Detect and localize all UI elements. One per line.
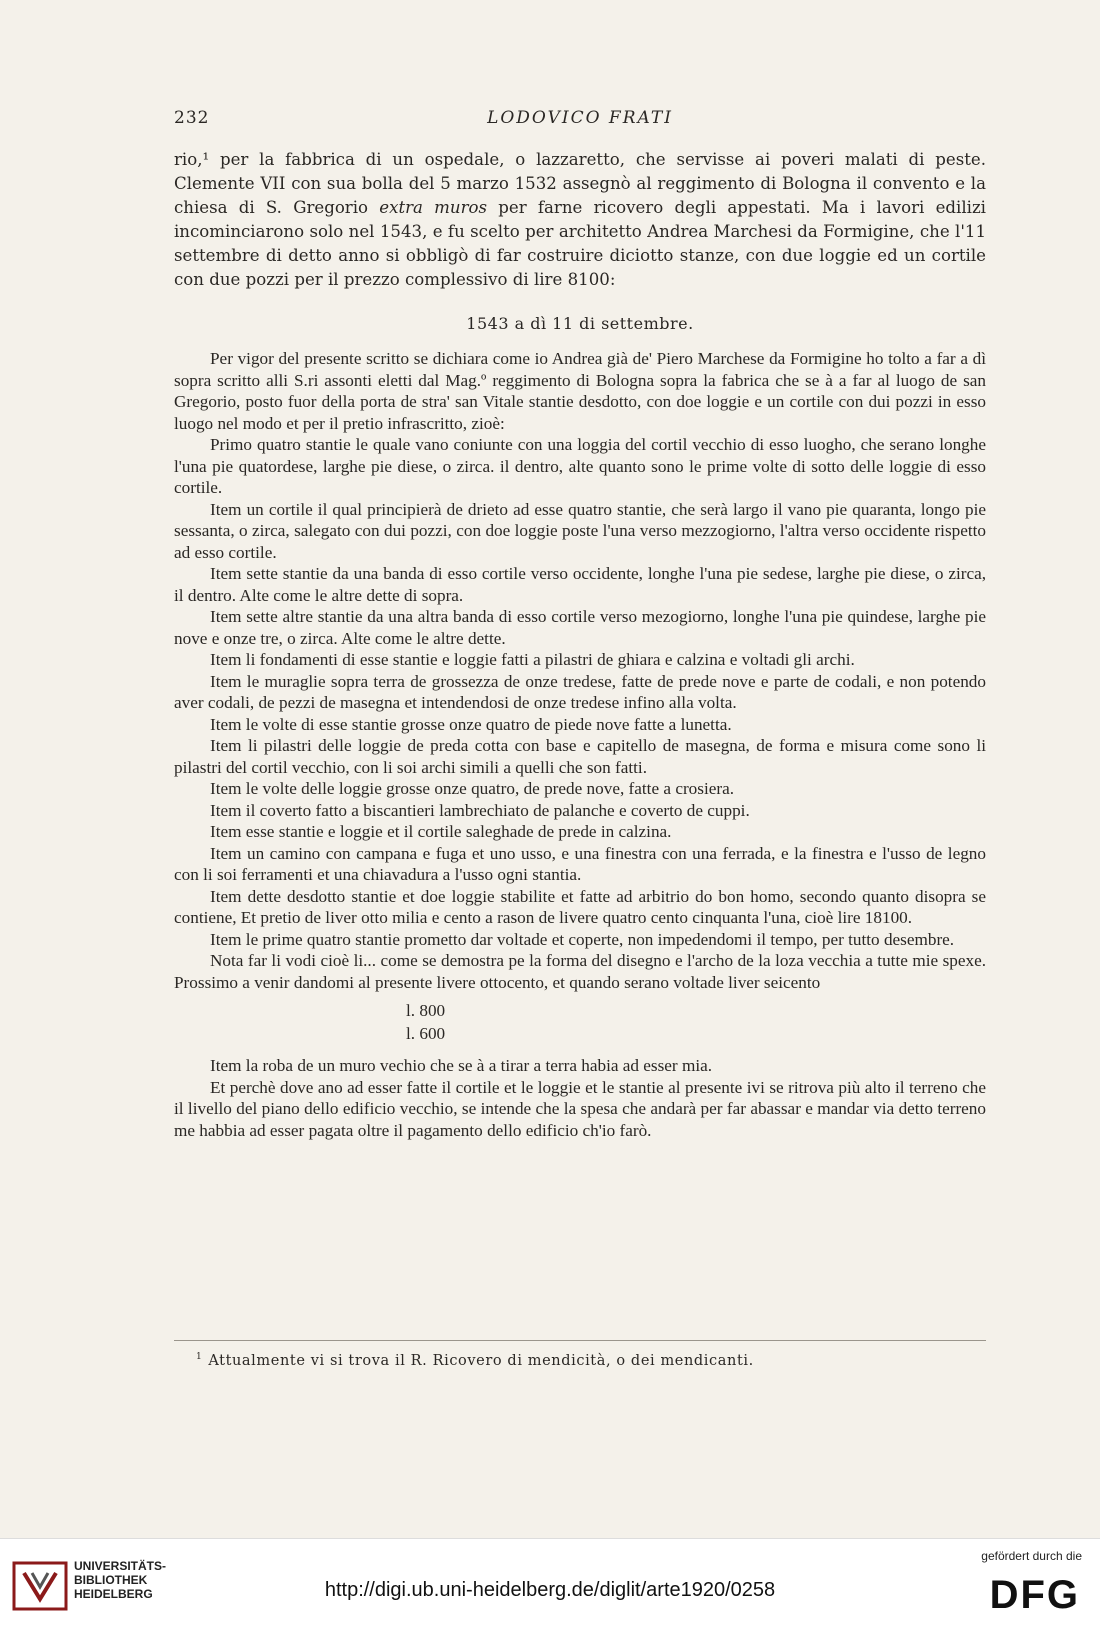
- document-paragraph: Item un cortile il qual principierà de drieto ad esse quatro stantie, che serà largo il vano pie quaranta, longo pie sessanta, o zirca, salegato con dui pozzi, con doe loggie poste l'una verso mezzogiorno, l'altra verso occidente rispetto ad esso cortile.: [174, 499, 986, 562]
- document-paragraph: Nota far li vodi cioè li... come se demostra pe la forma del disegno e l'archo de la loza vecchia a tutte mie spexe. Prossimo a venir dandomi al presente livere ottocento, et quando serano voltade liver seicento: [174, 951, 986, 992]
- library-name: UNIVERSITÄTS- BIBLIOTHEK HEIDELBERG: [74, 1559, 167, 1601]
- document-paragraph: Item li pilastri delle loggie de preda cotta con base e capitello de masegna, de forma e misura come sono li pilastri del cortil vecchio, con li soi archi simili a quelli che son fatti.: [174, 736, 986, 777]
- body-text: [174, 148, 986, 1141]
- document-paragraph: Item le volte di esse stantie grosse onze quatro de piede nove fatte a lunetta.: [210, 714, 732, 734]
- page-number: 232: [174, 108, 210, 128]
- document-paragraph: Et perchè dove ano ad esser fatte il cortile et le loggie et le stantie al presente ivi se ritrova più alto il terreno che il livello del piano dello edificio vecchio, se intende che la spesa che andarà per far abassar e mandar via detto terreno me habbia ad esser pagata oltre il pagamento dello edificio ch'io farò.: [174, 1077, 986, 1140]
- footnote-text: Attualmente vi si trova il R. Ricovero di mendicità, o dei mendicanti.: [208, 1352, 754, 1369]
- dfg-logo: DFG: [989, 1573, 1080, 1617]
- running-head: [174, 108, 986, 132]
- funded-by-label: gefördert durch die: [981, 1549, 1082, 1563]
- digitization-footer: [0, 1538, 1100, 1630]
- document-paragraph: Item sette stantie da una banda di esso cortile verso occidente, longhe l'una pie sedese, larghe pie diese, o zirca, il dentro. Alte come le altre dette di sopra.: [174, 564, 986, 605]
- footnote: [196, 1352, 976, 1369]
- document-paragraph: Item esse stantie e loggie et il cortile saleghade de prede in calzina.: [210, 822, 672, 841]
- amounts: [406, 999, 986, 1045]
- intro-paragraph: rio,¹ per la fabbrica di un ospedale, o lazzaretto, che servisse ai poveri malati di peste. Clemente VII con sua bolla del 5 marzo 1532 assegnò al reggimento di Bologna il convento e la chiesa di S. Gregorio extra muros per farne ricovero degli appestati. Ma i lavori edilizi incominciarono solo nel 1543, e fu scelto per architetto Andrea Marchesi da Formigine, che l'11 settembre di detto anno si obbligò di far costruire diciotto stanze, con due loggie ed un cortile con due pozzi per il prezzo complessivo di lire 8100:: [174, 150, 986, 289]
- document-paragraph: Item le volte delle loggie grosse onze quatro, de prede nove, fatte a crosiera.: [210, 779, 735, 798]
- footnote-rule: [174, 1340, 986, 1341]
- document-paragraph: Item le muraglie sopra terra de grossezza de onze tredese, fatte de prede nove e parte de codali, e non potendo aver codali, de pezzi de masegna et intendendosi de onze tredese infino alla volta.: [174, 671, 986, 712]
- digital-object-url[interactable]: http://digi.ub.uni-heidelberg.de/diglit/arte1920/0258: [324, 1579, 776, 1601]
- amount-line: l. 800: [406, 1001, 446, 1020]
- document-paragraph: Item la roba de un muro vechio che se à a tirar a terra habia ad esser mia.: [210, 1056, 713, 1075]
- document-paragraph: Per vigor del presente scritto se dichiara come io Andrea già de' Piero Marchese da Formigine ho tolto a far a dì sopra scritto alli S.ri assonti eletti dal Mag.º reggimento di Bologna sopra la fabrica che se à a far al luogo de san Gregorio, posto fuor della porta de stra' san Vitale stantie desdotto, con doe loggie e un cortile con dui pozzi in esso luogo nel modo et per il pretio infrascritto, zioè:: [174, 349, 986, 433]
- document-paragraph: Item li fondamenti di esse stantie e loggie fatti a pilastri de ghiara e calzina e voltadi gli archi.: [210, 650, 855, 669]
- document-paragraph: Item le prime quatro stantie prometto dar voltade et coperte, non impedendomi il tempo, per tutto desembre.: [210, 929, 955, 949]
- document-paragraph: Item un camino con campana e fuga et uno usso, e una finestra con una ferrada, e la finestra e l'usso de legno con li soi ferramenti et una chiavadura a l'usso ogni stantia.: [174, 843, 986, 884]
- document-paragraph: Item il coverto fatto a biscantieri lambrechiato de palanche e coverto de cuppi.: [210, 800, 750, 820]
- footnote-marker: 1: [196, 1352, 203, 1362]
- document-date: 1543 a dì 11 di settembre.: [466, 314, 694, 333]
- document-transcription: [174, 348, 986, 1141]
- running-title: LODOVICO FRATI: [487, 108, 673, 128]
- document-paragraph: Primo quatro stantie le quale vano coniunte con una loggia del cortil vecchio di esso luogho, che serano longhe l'una pie quatordese, larghe pie diese, o zirca. il dentro, alte quanto sono le prime volte di sotto delle loggie di esso cortile.: [174, 435, 986, 497]
- document-paragraph: Item dette desdotto stantie et doe loggie stabilite et fatte ad arbitrio do bon homo, secondo quanto disopra se contiene, Et pretio de liver otto milia e cento a rason de livere quatro cento cinquanta l'una, cioè lire 18100.: [174, 886, 986, 927]
- document-paragraph: Item sette altre stantie da una altra banda di esso cortile verso mezogiorno, longhe l'una pie quindese, larghe pie nove e onze tre, o zirca. Alte come le altre dette.: [174, 607, 986, 648]
- amount-line: l. 600: [406, 1024, 446, 1043]
- latin-phrase: extra muros: [379, 198, 488, 217]
